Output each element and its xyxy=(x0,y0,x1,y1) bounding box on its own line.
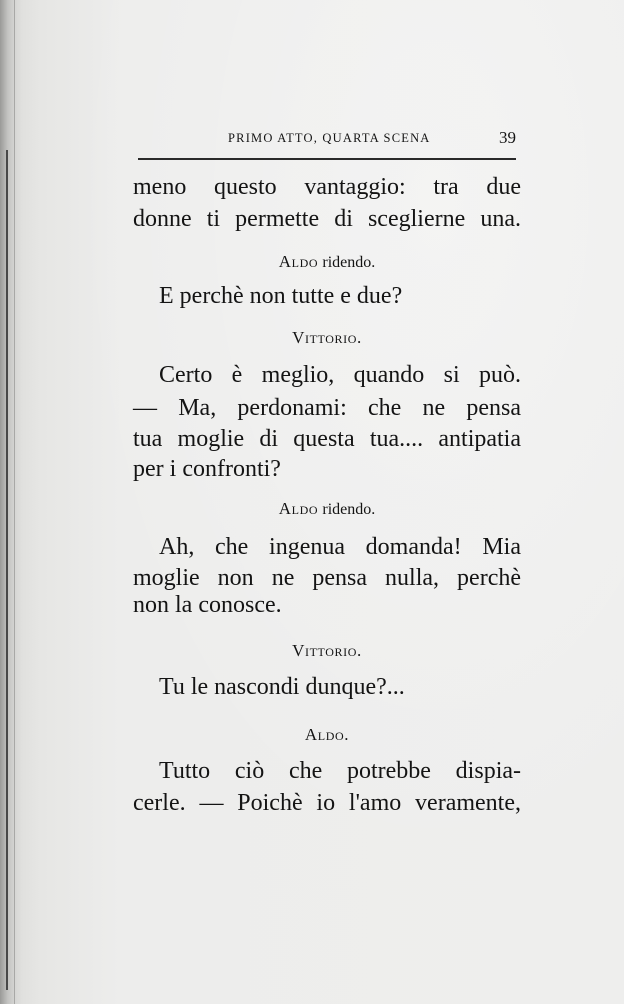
book-binding-edge xyxy=(0,0,22,1004)
stage-direction: ridendo. xyxy=(322,501,376,518)
binding-shadow-line xyxy=(6,150,8,990)
page-header xyxy=(138,128,516,152)
speaker-name: Vittorio. xyxy=(292,641,362,660)
text-line: E perchè non tutte e due? xyxy=(159,283,403,309)
text-line: non la conosce. xyxy=(133,592,282,618)
header-rule xyxy=(138,158,516,160)
speaker-name: Aldo xyxy=(278,252,319,271)
text-line: meno questo vantaggio: tra due xyxy=(133,174,521,200)
speaker-heading xyxy=(133,640,521,662)
text-line: moglie non ne pensa nulla, perchè xyxy=(133,565,521,591)
speaker-heading xyxy=(133,327,521,349)
text-line: per i confronti? xyxy=(133,456,281,482)
text-line: Tutto ciò che potrebbe dispia- xyxy=(159,758,521,784)
running-head: PRIMO ATTO, QUARTA SCENA xyxy=(228,131,431,145)
speaker-name: Vittorio. xyxy=(292,328,362,347)
text-line: donne ti permette di sceglierne una. xyxy=(133,206,521,232)
text-line: Certo è meglio, quando si può. xyxy=(159,362,521,388)
text-line: Tu le nascondi dunque?... xyxy=(159,674,405,700)
speaker-heading xyxy=(133,724,521,746)
speaker-heading xyxy=(133,498,521,521)
text-line: — Ma, perdonami: che ne pensa xyxy=(133,395,521,421)
text-line: cerle. — Poichè io l'amo veramente, xyxy=(133,790,521,816)
page-number: 39 xyxy=(499,128,516,147)
binding-fold-line xyxy=(14,0,15,1004)
speaker-heading xyxy=(133,251,521,274)
speaker-name: Aldo. xyxy=(304,725,350,744)
text-line: Ah, che ingenua domanda! Mia xyxy=(159,534,521,560)
stage-direction: ridendo. xyxy=(322,254,376,271)
text-line: tua moglie di questa tua.... antipatia xyxy=(133,426,521,452)
speaker-name: Aldo xyxy=(278,499,319,518)
